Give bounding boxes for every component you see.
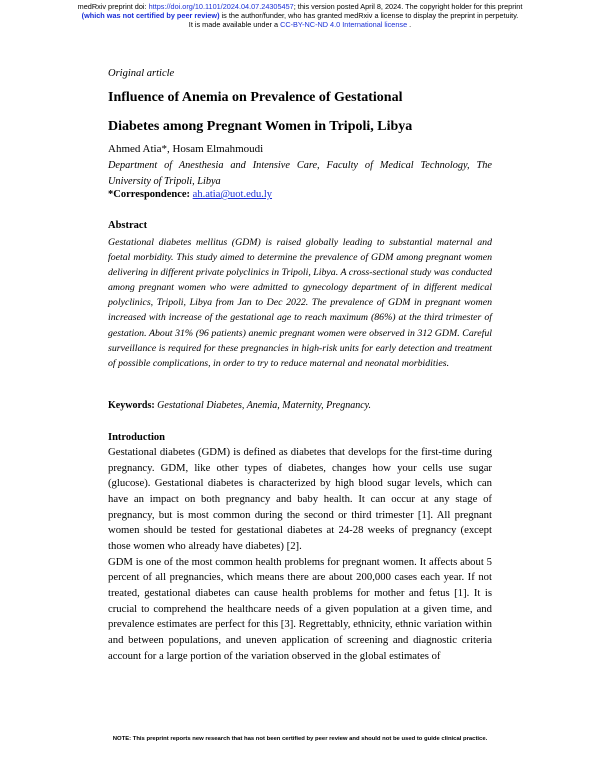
article-title-line-2: Diabetes among Pregnant Women in Tripoli, Libya: [108, 119, 413, 134]
correspondence-label: *Correspondence:: [108, 189, 191, 200]
banner-line-2-suffix: is the author/funder, who has granted medRxiv a license to display the preprint in perpetuity.: [219, 11, 519, 20]
correspondence: [108, 189, 272, 200]
article-title-line-1: Influence of Anemia on Prevalence of Gestational: [108, 90, 403, 105]
author-list: Ahmed Atia*, Hosam Elmahmoudi: [108, 143, 264, 155]
introduction-paragraph-2: GDM is one of the most common health problems for pregnant women. It affects about 5 percent of all pregnancies, which means there are about 200,000 cases each year. If not treated, gestational diabetes can cause health problems for mother and fetus [1]. It is crucial to comprehend the healthcare needs of a given population at a given time, and prevalence estimates are perfect for this [3]. Regrettably, ethnicity, ethnic variation within and between populations, and uneven application of screening and diagnostic criteria account for a large portion of the variation observed in the global estimates of: [108, 555, 492, 662]
introduction-body: [108, 445, 492, 664]
keywords-list: Gestational Diabetes, Anemia, Maternity, Pregnancy.: [157, 400, 372, 411]
banner-line-1-suffix: ; this version posted April 8, 2024. The copyright holder for this preprint: [293, 2, 523, 11]
abstract-text: Gestational diabetes mellitus (GDM) is raised globally leading to substantial maternal and foetal morbidity. This study aimed to determine the prevalence of GDM among pregnant women delivering in different private polyclinics in Tripoli, Libya. A cross-sectional study was conducted among pregnant women who were admitted to gynecology department of in different medical polyclinics, Tripoli, Libya from Jan to Dec 2022. The prevalence of GDM in pregnant women increased with increase of the gestational age to reach maximum (86%) at the third trimester of gestation. About 31% (96 patients) anemic pregnant women were observed in 312 GDM. Careful surveillance is required for these pregnancies in high-risk units for early detection and treatment of possible complications, in order to try to reduce maternal and neonatal morbidities.: [108, 237, 492, 369]
banner-license-prefix: It is made available under a: [188, 20, 281, 29]
introduction-heading: Introduction: [108, 432, 165, 443]
banner-doi-link[interactable]: https://doi.org/10.1101/2024.04.07.24305457: [148, 2, 294, 11]
abstract-heading: Abstract: [108, 220, 148, 231]
banner-line-2: [0, 11, 600, 20]
preprint-footer-note: NOTE: This preprint reports new research that has not been certified by peer review and should not be used to guide clinical practice.: [112, 736, 488, 742]
banner-doi-prefix: medRxiv preprint doi:: [77, 2, 149, 11]
affiliation: Department of Anesthesia and Intensive Care, Faculty of Medical Technology, The University of Tripoli, Libya: [108, 160, 492, 187]
banner-license-link[interactable]: CC-BY-NC-ND 4.0 International license: [280, 20, 408, 29]
correspondence-email-link[interactable]: ah.atia@uot.edu.ly: [192, 189, 273, 200]
banner-line-3: [0, 20, 600, 29]
preprint-banner: [0, 2, 600, 29]
keywords: [108, 400, 371, 411]
banner-license-suffix: .: [407, 20, 412, 29]
banner-peer-review-note: (which was not certified by peer review): [81, 11, 220, 20]
introduction-paragraph-1: Gestational diabetes (GDM) is defined as diabetes that develops for the first-time during pregnancy. GDM, like other types of diabetes, changes how your cells use sugar (glucose). Gestational diabetes is characterized by high blood sugar levels, which can have an impact on both pregnancy and baby health. It can occur at any stage of pregnancy, but is most common during the second or third trimester [1]. All pregnant women should be tested for gestational diabetes at 24-28 weeks of pregnancy (except those women who already have diabetes) [2].: [108, 446, 492, 552]
keywords-label: Keywords:: [108, 400, 155, 411]
article-type-label: Original article: [108, 68, 175, 79]
banner-line-1: [0, 2, 600, 11]
article-title: [108, 89, 508, 136]
